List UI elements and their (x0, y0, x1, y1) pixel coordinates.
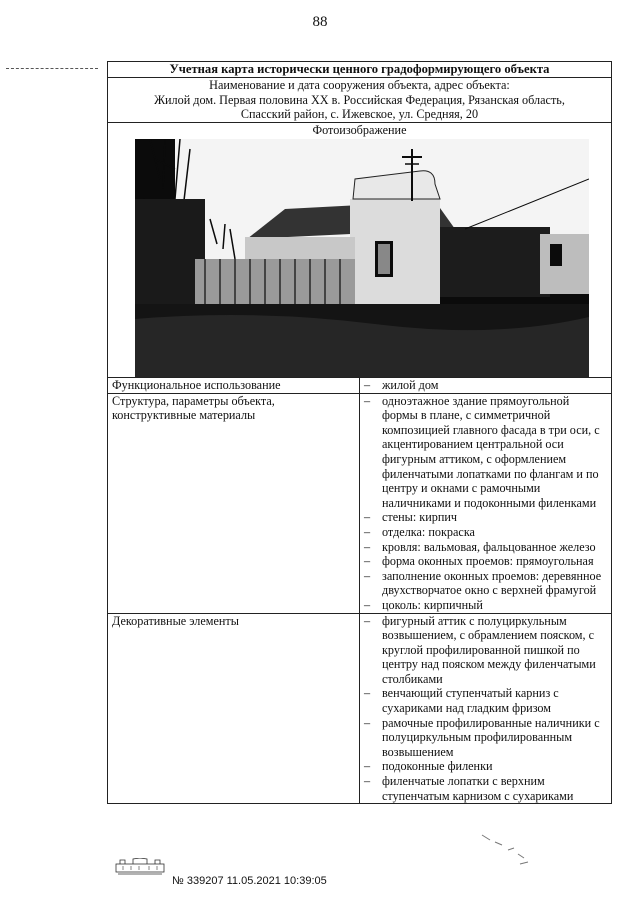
photo-label: Фотоизображение (312, 123, 407, 137)
photo-cell (108, 123, 612, 378)
list-item: – фигурный аттик с полуциркульным возвышением, с обрамлением пояском, с круглой профилированной пишкой по центру над пояском между филенчатыми столбиками (364, 614, 607, 687)
registration-card (107, 61, 612, 804)
list-item: – форма оконных проемов: прямоугольная (364, 554, 607, 569)
row-label-decorative: Декоративные элементы (108, 613, 360, 804)
list-item: – отделка: покраска (364, 525, 607, 540)
row-label-structure: Структура, параметры объекта, конструктивные материалы (108, 393, 360, 613)
house-photo (135, 139, 589, 377)
scan-margin-line (6, 68, 98, 69)
card-title: Учетная карта исторически ценного градоформирующего объекта (108, 62, 612, 78)
object-name-cell (108, 78, 612, 123)
object-name-line-2: Спасский район, с. Ижевское, ул. Средняя, 20 (240, 107, 479, 122)
list-item: – одноэтажное здание прямоугольной формы в плане, с симметричной композицией главного фасада в три оси, с акцентированием центральной оси фигурным аттиком, с оформлением филенчатыми лопатками по флангам и по центру и окнами с рамочными наличниками и подоконными филенками (364, 394, 607, 511)
list-item: – венчающий ступенчатый карниз с сухариками над гладким фризом (364, 686, 607, 715)
list-item: – кровля: вальмовая, фальцованное железо (364, 540, 607, 555)
row-values-decorative (360, 613, 612, 804)
registry-logo (115, 858, 165, 876)
list-item: – подоконные филенки (364, 759, 607, 774)
list-item: – рамочные профилированные наличники с полуциркульным профилированным возвышением (364, 716, 607, 760)
list-item: – цоколь: кирпичный (364, 598, 607, 613)
row-values-functional-use (360, 378, 612, 394)
list-item: – жилой дом (364, 378, 607, 393)
list-item: – филенчатые лопатки с верхним ступенчатым карнизом с сухариками (364, 774, 607, 803)
list-item: – заполнение оконных проемов: деревянное двухстворчатое окно с верхней фрамугой (364, 569, 607, 598)
row-values-structure (360, 393, 612, 613)
signature-scribble (480, 830, 540, 870)
object-name-line-1: Жилой дом. Первая половина XX в. Российская Федерация, Рязанская область, (154, 92, 565, 107)
page-number: 88 (312, 14, 328, 30)
row-label-functional-use: Функциональное использование (108, 378, 360, 394)
list-item: – стены: кирпич (364, 510, 607, 525)
object-name-label: Наименование и дата сооружения объекта, адрес объекта: (209, 78, 510, 92)
document-registration-code: № 339207 11.05.2021 10:39:05 (172, 875, 327, 887)
